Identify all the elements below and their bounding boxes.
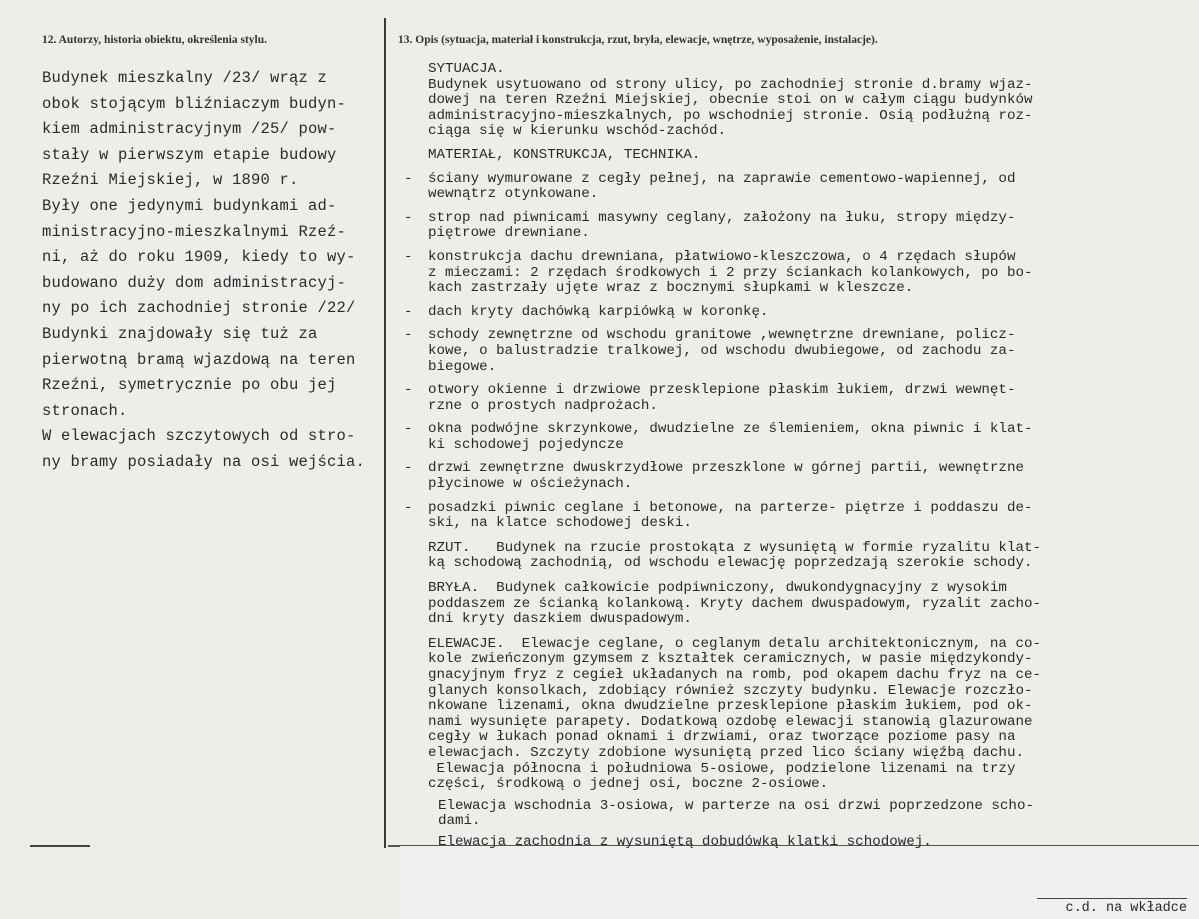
history-line: Rzeźni, symetrycznie po obu jej (42, 376, 337, 395)
history-line: Były one jedynymi budynkami ad- (42, 196, 337, 215)
list-item (404, 422, 1194, 453)
column-divider (384, 18, 386, 848)
list-item-text: strop nad piwnicami masywny ceglany, założony na łuku, stropy między- piętrowe drewniane. (428, 209, 1016, 242)
list-dash: - (404, 170, 413, 187)
history-line: ny po ich zachodniej stronie /22/ (42, 299, 356, 318)
continued-note: c.d. na wkładce (1037, 898, 1187, 916)
list-item (404, 328, 1194, 375)
list-dash: - (404, 460, 413, 477)
list-item (404, 383, 1194, 414)
list-item (404, 461, 1194, 492)
left-rule (30, 845, 90, 847)
history-line: ny bramy posiadały na osi wejścia. (42, 452, 366, 471)
list-item-text: otwory okienne i drzwiowe przesklepione płaskim łukiem, drzwi wewnęt- rzne o prostych nadprożach. (428, 382, 1016, 414)
history-line: Rzeźni Miejskiej, w 1890 r. (42, 171, 299, 190)
description-text (404, 62, 1194, 851)
list-item (404, 501, 1194, 532)
history-line: ni, aż do roku 1909, kiedy to wy- (42, 248, 356, 267)
history-line: kiem administracyjnym /25/ pow- (42, 120, 337, 139)
history-line: budowano duży dom administracyj- (42, 273, 347, 292)
list-item-text: dach kryty dachówką karpiówką w koronkę. (428, 303, 769, 320)
history-line: Budynek mieszkalny /23/ wrąz z (42, 69, 328, 87)
list-dash: - (404, 382, 413, 399)
list-item-text: konstrukcja dachu drewniana, płatwiowo-kleszczowa, o 4 rzędach słupów z mieczami: 2 rzędach środkowych i 2 przy ściankach kolankowych, po bo- kach zastrzały ujęte wraz z bocznymi słupkami w kleszcze. (428, 248, 1033, 297)
list-dash: - (404, 248, 413, 265)
history-line: pierwotną bramą wjazdową na teren (42, 350, 356, 369)
situation-paragraph: SYTUACJA. Budynek usytuowano od strony ulicy, po zachodniej stronie d.bramy wjaz- dowej na teren Rzeźni Miejskiej, obecnie stoi on w całym ciągu budynków administracyjno-mieszkalnych, po wschodniej stronie. Osią podłużną roz- ciąga się w kierunku wschód-zachód. (428, 61, 1033, 140)
list-item-text: posadzki piwnic ceglane i betonowe, na parterze- piętrze i poddaszu de- ski, na klatce schodowej deski. (428, 499, 1033, 532)
section-12-header: 12. Autorzy, historia obiektu, określenia stylu. (42, 34, 268, 46)
history-line: Budynki znajdowały się tuż za (42, 324, 318, 343)
history-text (42, 66, 378, 476)
material-heading: MATERIAŁ, KONSTRUKCJA, TECHNIKA. (428, 146, 701, 163)
list-dash: - (404, 499, 413, 516)
list-item (404, 172, 1194, 203)
history-line: ministracyjno-mieszkalnymi Rzeź- (42, 222, 347, 241)
list-dash: - (404, 327, 413, 344)
list-item (404, 305, 1194, 321)
history-line: W elewacjach szczytowych od stro- (42, 427, 356, 446)
massing-paragraph: BRYŁA. Budynek całkowicie podpiwniczony, dwukondygnacyjny z wysokim poddaszem ze ścianką kolankową. Kryty dachem dwuspadowym, ryzalit zacho- dni kryty daszkiem dwuspadowym. (428, 580, 1041, 628)
west-elevation-paragraph: Elewacja zachodnia z wysuniętą dobudówką klatki schodowej. (438, 833, 932, 850)
list-item-text: drzwi zewnętrzne dwuskrzydłowe przeszklone w górnej partii, wewnętrzne płycinowe w ościeżynach. (428, 460, 1024, 493)
list-item (404, 211, 1194, 242)
elevations-paragraph: ELEWACJE. Elewacje ceglane, o ceglanym detalu architektonicznym, na co- kole zwieńczonym gzymsem z kształtek ceramicznych, w pasie międzykondy- gnacyjnym fryz z cegieł układanych na romb, pod okapem dachu fryz na ce- glanych konsolkach, zdobiący również szczyty budynku. Elewacje rozczło- nkowane lizenami, okna dwudzielne przesklepione płaskim łukiem, pod ok- nami wysunięte parapety. Dodatkową ozdobę elewacji stanowią glazurowane cegły w łukach ponad oknami i drzwiami, oraz tworzące poziome pasy na elewacjach. Szczyty zdobione wysuniętą przed lico ściany więźbą dachu. Elewacja północna i południowa 5-osiowe, podzielone lizenami na trzy części, środkową o jednej osi, boczne 2-osiowe. (428, 635, 1041, 793)
plan-paragraph: RZUT. Budynek na rzucie prostokąta z wysuniętą w formie ryzalitu klat- ką schodową zachodnią, od wschodu elewację poprzedzają szerokie schody. (428, 539, 1041, 572)
history-line: stały w pierwszym etapie budowy (42, 145, 337, 164)
list-dash: - (404, 209, 413, 226)
list-item-text: ściany wymurowane z cegły pełnej, na zaprawie cementowo-wapiennej, od wewnątrz otynkowane. (428, 170, 1016, 203)
list-dash: - (404, 303, 413, 320)
list-item-text: schody zewnętrzne od wschodu granitowe ,wewnętrzne drewniane, policz- kowe, o balustradzie tralkowej, od wschodu dwubiegowe, od zachodu za- biegowe. (428, 327, 1016, 375)
section-13-header: 13. Opis (sytuacja, materiał i konstrukcja, rzut, bryła, elewacje, wnętrze, wyposażenie, instalacje). (398, 34, 878, 46)
list-item-text: okna podwójne skrzynkowe, dwudzielne ze ślemieniem, okna piwnic i klat- ki schodowej pojedyncze (428, 421, 1033, 453)
list-item (404, 250, 1194, 297)
history-line: obok stojącym bliźniaczym budyn- (42, 94, 347, 113)
east-elevation-paragraph: Elewacja wschodnia 3-osiowa, w parterze na osi drzwi poprzedzone scho- dami. (438, 797, 1034, 830)
history-line: stronach. (42, 401, 128, 420)
list-dash: - (404, 421, 413, 438)
